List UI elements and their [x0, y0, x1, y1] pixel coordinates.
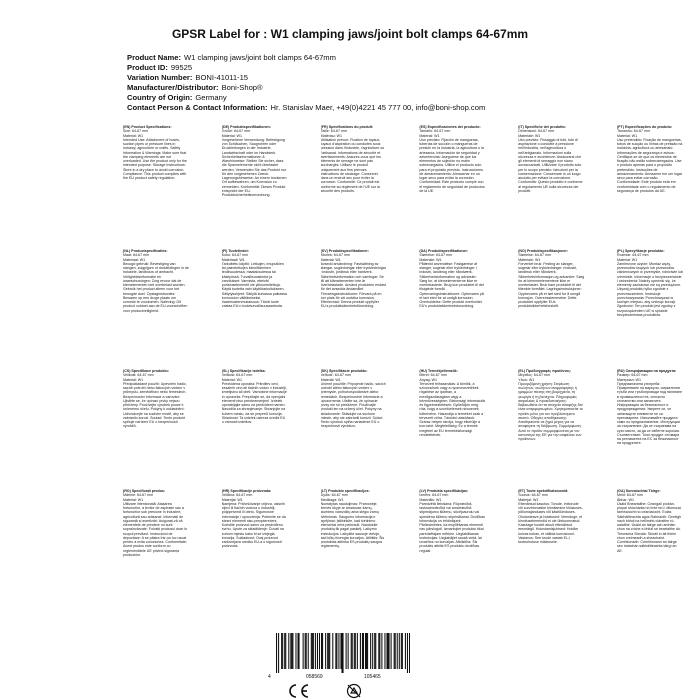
barcode-bar — [282, 633, 283, 669]
ce-mark-icon — [290, 685, 308, 697]
barcode-bar — [405, 633, 406, 669]
spec-material: Material: W1 — [221, 377, 242, 382]
spec-heading: (ES) Especificaciones del producto: — [419, 125, 481, 129]
barcode-bar — [278, 633, 279, 673]
barcode-bar — [397, 633, 398, 669]
spec-cell — [123, 249, 189, 369]
spec-material: Materijal: W1 — [221, 497, 243, 502]
barcode-bar — [348, 633, 349, 669]
spec-material: Materiál: W1 — [123, 377, 144, 382]
barcode-bar — [276, 633, 277, 673]
barcode-bar — [409, 633, 410, 673]
barcode-bar — [381, 633, 382, 669]
barcode-bar — [370, 633, 371, 669]
spec-material: Medžiaga: W1 — [320, 497, 344, 502]
barcode-bar — [281, 633, 282, 669]
barcode-bar — [327, 633, 328, 669]
spec-text: Uso previsto: Fijación de mangueras, tuberías de succión o mangueras de presión en la industria, la agricultura o la artesanía. Información de seguridad y advertencias: Asegúrese de que los elementos de sujeción no estén sobrecargados. Utilice el producto solo para el propósito previsto. Instrucciones de almacenamiento: Almacenar en un lugar seco para evitar la corrosión. Conformidad: Este producto cumple con el reglamento de seguridad de productos de la UE. — [419, 137, 485, 193]
barcode-bar — [352, 633, 353, 669]
variation-number-row — [127, 73, 687, 83]
spec-text: Numatytas naudojimas: Pramonėje, žemės ūkyje ar amatuose žarnų, siurbimo vamzdžių arba slėgio žarnų tvirtinimas. Saugumo informacija ir įspėjimai: Įsitikinkite, kad tvirtinimo elementai nėra perkrauti. Naudokite produktą tik pagal paskirtį. Laikymo instrukcijos: Laikykite sausoje vietoje, kad būtų išvengta korozijos. Atitiktis: Šis produktas atitinka ES produktų saugos reglamentą. — [320, 501, 385, 549]
spec-heading: (RO) Specificații produs: — [123, 489, 166, 493]
barcode-bar — [346, 633, 347, 669]
manufacturer-value: Boni-Shop® — [221, 83, 263, 92]
spec-heading: (HU) Termékjellemzők: — [419, 369, 458, 373]
spec-text: Tervezett felhasználás: A tömlők, a szívócsövek vagy a nyomóvezetékek rögzítése az iparban, a mezőgazdaságban vagy a kézművességben. Biztonsági információk és figyelmeztetések: Győződjön meg róla, hogy a szorítóelemek nincsenek túlterhelve. Használja a terméket csak a tervezett célra. Tárolási utasítások: Száraz helyen tárolja, hogy elkerülje a korróziót. Megfelelőség: Ez a termék megfelel az EU termékbiztonsági rendeletének. — [419, 381, 486, 437]
spec-row — [123, 125, 683, 249]
spec-text: Zamierzone użycie: Montaż węży, przewodów ssących lub przewodów ciśnieniowych w przemyśle, rolnictwie lub rzemiośle. Informacje o bezpieczeństwie i ostrzeżenia: Należy upewnić się, że elementy zaciskowe nie są przeciążone. Używaj produktu tylko zgodnie z przeznaczeniem. Instrukcje przechowywania: Przechowywać w suchym miejscu, aby uniknąć korozji. Zgodność: Ten produkt jest zgodny z rozporządzeniem UE w sprawie bezpieczeństwa produktów. — [616, 261, 683, 317]
barcode-bar — [351, 633, 352, 669]
spec-size: Størrelse: 64-67 mm — [518, 253, 551, 258]
spec-text: Beoogd gebruik: Bevestiging van slangen, zuigpijpen of drukleidingen in de industrie, landbouw of ambacht. Veiligheidsinformatie en waarschuwingen: Zorg ervoor dat de klemelementen niet overbelast worden. Gebruik het product alleen voor het beoogde doel. Opslaginstructies: Bewaren op een droge plaats om corrosie te voorkomen. Naleving: Dit product voldoet aan de EU-voorschriften voor productveiligheid. — [123, 261, 189, 313]
spec-text: Určené použitie: Pripojenie hadíc, sacích potrubí alebo tlakových vedení v priemysle, poľnohospodárstve alebo remeslách. Bezpečnostné informácie a upozornenia: Uistite sa, že upínacie prvky nie sú preťažené. Používajte produkt len na určený účel. Pokyny na skladovanie: Skladujte na suchom mieste, aby ste zabránili korózii. Súlad: Tento výrobok spĺňa nariadenie EÚ o bezpečnosti výrobkov. — [320, 381, 386, 429]
spec-material: Material: W1 — [320, 257, 341, 262]
spec-heading: (LV) Produkta specifikācijas: — [419, 489, 469, 493]
spec-material: Materjal: W1 — [518, 497, 539, 502]
manufacturer-label: Manufacturer/Distributor: — [127, 83, 219, 92]
spec-material: Matériau: W1 — [320, 133, 342, 138]
barcode-bar — [375, 633, 376, 669]
barcode-bar — [292, 633, 293, 669]
spec-text: Tarkoitettu käyttö: Letkujen, imuputkien tai paineletkujen kiinnittäminen teollisuudessa, maataloudessa tai käsityössä. Turvallisuustiedot ja varoitukset: Varmista, etteivät puristuselementit ole ylikuormitettuja. Käytä tuotetta vain käyttötarkoitukseen. Säilytysohjeet: Säilytä kuivassa paikassa korroosion välttämiseksi. Vaatimustenmukaisuus: Tämä tuote vastaa EU:n tuoteturvallisuusasetusta. — [221, 261, 287, 309]
barcode-bar — [284, 633, 285, 669]
spec-material: Material: W1 — [123, 497, 144, 502]
spec-text: Forventet bruk: Festing av slanger, sugerør eller trykkledninger i industri, landbruk eller håndverk. Sikkerhetsinformasjon og advarsler: Sørg for at klemmeelementene ikke er overbelastet. Bruk bare produktet til det tiltenkte formålet. Lagringsinstruksjoner: Oppbevares på et tørt sted for å unngå korrosjon. Overensstemmelse: Dette produktet oppfyller EUs produktsikkerhetsforskrift. — [518, 261, 585, 309]
spec-material: Material: W1 — [221, 133, 242, 138]
spec-size: Maat: 64-67 mm — [123, 253, 150, 258]
spec-text: Avsedd användning: Fastsättning av slangar, sugledningar eller tryckledningar i industri, jordbruk eller hantverk. Säkerhetsinformation och varningar: Se till att klämelementen inte är överbelastade. Använd produkten endast för det avsedda ändamålet. Förvaringsinstruktioner: Förvara på en torr plats för att undvika korrosion. Efterlevnad: Denna produkt uppfyller EU:s produktsäkerhetsförordning. — [320, 261, 386, 309]
product-name-label: Product Name: — [127, 53, 182, 62]
spec-text: Ettenähtud kasutus: Torude, imitorude või survetorustike kinnitamine tööstuses, põllumajanduses või käsitöönduses. Ohutusteave ja hoiatused: Veenduge, et kinnituselemendid ei ole ülekoormatud. Kasutage toodet ainult ettenähtud eesmärgil. Hoiustamisjuhised: Hoidke kuivas kohas, et vältida korrosiooni. Vastavus: See toode vastab EL-i tooteohutuse määrusele. — [518, 501, 583, 544]
barcode-bar — [372, 633, 373, 669]
barcode-bar — [340, 633, 341, 669]
spec-cell — [222, 489, 288, 607]
barcode-digits-right: 105465 — [364, 674, 381, 680]
barcode-bar — [288, 633, 289, 669]
barcode-digit-first: 4 — [268, 674, 271, 680]
product-info — [127, 53, 687, 113]
manufacturer-row — [127, 83, 687, 93]
spec-material: Material: W1 — [419, 133, 440, 138]
spec-material: Materiał: W1 — [616, 257, 638, 262]
variation-number-label: Variation Number: — [127, 73, 193, 82]
spec-cell — [518, 249, 584, 369]
spec-heading: (CS) Specifikace produktu: — [123, 369, 169, 373]
spec-text: Paredzētā lietošana: Rūpniecībā, lauksaimniecībā vai amatniecībā stiprinājumu šļūteņu, sūcējcauruļu vai spiediena šļūteņu stiprināšanai. Drošības informācija un brīdinājumi: Pārliecinieties, ka iespīlēšanas elementi nav pārslogoti. Izmantojiet produktu tikai paredzētajam mērķim. Uzglabāšanas instrukcijas: Uzglabājiet sausā vietā, lai izvairītos no korozijas. Atbilstība: Šis produkts atbilst ES produktu drošības regulai. — [419, 501, 485, 553]
barcode-bar — [319, 633, 320, 669]
contact-value: Hr. Stanislav Maer, +49(0)4221 45 777 00, info@boni-shop.com — [270, 103, 486, 112]
spec-heading: (SK) Špecifikácie produktu: — [320, 369, 368, 373]
spec-text: Predvidena uporaba: Pritrditev cevi, sesalnih cevi ali tlačnih vodov v industriji, kmetijstvu ali obrti. Varnostne informacije in opozorila: Prepričajte se, da vpenjalni elementi niso preobremenjeni. Izdelek uporabljajte samo za predvideni namen. Navodila za shranjevanje: Shranjujte na suhem mestu, da se prepreči korozija. Skladnost: Ta izdelek ustreza uredbi EU o varnosti izdelkov. — [221, 381, 287, 424]
barcode-bar — [341, 633, 342, 673]
barcode-bar — [329, 633, 330, 669]
spec-cell — [419, 489, 485, 607]
barcode-bar — [394, 633, 395, 669]
barcode-bar — [325, 633, 326, 669]
spec-text: Úsáid Bheartaithe: Ceangail píobán, píopaí shúchánta nó línte brú i dtionscal, talmhaíocht nó ceardaíocht. Eolas Sábháilteachta agus Rabhaidh: Cinntigh nach bhfuil na heilimintí cláraithe ró-ualaithe. Úsáid an táirge ach amháin chun na críche a bhfuil sé beartaithe dó. Treoracha Stórála: Stóráil in áit thirim chun creimeadh a sheachaint. Comhlíonadh: Comhlíonann an táirge seo rialachán sábháilteachta táirgí an AE. — [616, 501, 682, 553]
spec-size: Izmērs: 64-67 mm — [419, 493, 449, 498]
spec-material: Materiale: W1 — [419, 257, 442, 262]
spec-material: Ábhar: W1 — [616, 497, 634, 502]
spec-cell — [321, 125, 387, 249]
spec-size: Suurus: 64-67 mm — [518, 493, 548, 498]
spec-cell — [419, 125, 485, 249]
spec-heading: (EN) Product Specifications: — [123, 125, 172, 129]
barcode-bar — [402, 633, 403, 669]
spec-row — [123, 489, 683, 607]
spec-heading: (HR) Specifikacije proizvoda: — [221, 489, 272, 493]
product-name-value: W1 clamping jaws/joint bolt clamps 64-67mm — [184, 53, 336, 62]
barcode-bar — [391, 633, 392, 669]
spec-material: Υλικό: W1 — [518, 377, 535, 382]
spec-text: Uso pretendido: Fixação de mangueiras, tubos de sucção ou linhas de pressão na indústria, agricultura ou artesanato. Informações de segurança e avisos: Certifique-se de que os elementos de fixação não estão sobrecarregados. Use o produto apenas para o propósito pretendido. Instruções de armazenamento: Armazene em um lugar seco para evitar corrosão. Conformidade: Este produto está em conformidade com o regulamento de segurança de produtos da UE. — [616, 137, 683, 193]
spec-text: Utilizare intenționată: Atașarea furtunurilor, a țevilor de aspirație sau a furtunurilor sub presiune în industrie, agricultură sau artizanat. Informații de siguranță și avertizări: Asigurați-vă că elementele de prindere nu sunt supraîncărcate. Folosiți produsul doar în scopul prevăzut. Instrucțiuni de depozitare: A se păstra într-un loc uscat pentru a evita coroziunea. Conformitate: Acest produs este conform cu reglementările UE privind siguranța produselor. — [123, 501, 188, 557]
compliance-marks — [280, 683, 420, 699]
barcode-bar — [335, 633, 336, 669]
barcode-bar — [354, 633, 355, 669]
barcode-bar — [308, 633, 309, 669]
barcode-digits-left: 058569 — [306, 674, 323, 680]
country-value: Germany — [195, 93, 227, 102]
spec-cell — [419, 369, 485, 489]
recycle-disposal-icon — [348, 685, 361, 698]
country-row — [127, 93, 687, 103]
spec-heading: (SV) Produktspecifikationer: — [320, 249, 369, 253]
spec-cell — [419, 249, 485, 369]
spec-row — [123, 369, 683, 489]
spec-material: Materiāls: W1 — [419, 497, 442, 502]
barcode-bar — [355, 633, 356, 669]
spec-size: Velikost: 64-67 mm — [123, 373, 154, 378]
barcode-bar — [315, 633, 316, 669]
spec-heading: (NL) Productspecificaties: — [123, 249, 168, 253]
spec-size: Dimensioni: 64-67 mm — [518, 129, 555, 134]
barcode-bar — [299, 633, 300, 669]
spec-size: Veľkosť: 64-67 mm — [320, 373, 351, 378]
spec-heading: (LT) Produkto specifikacijos: — [320, 489, 370, 493]
product-name-row — [127, 53, 687, 63]
barcode-bar — [388, 633, 389, 669]
spec-text: Předpokládané použití: Upevnění hadic, sacích potrubí nebo tlakových vedení v průmyslu, zemědělství nebo řemeslech. Bezpečnostní informace a varování: Ujistěte se, že upínací prvky nejsou přetíženy. Používejte výrobek pouze k určenému účelu. Pokyny k uskladnění: Uchovávejte na suchém místě, aby se zabránilo korozi. Soulad: Tento produkt splňuje nařízení EU o bezpečnosti výrobků. — [123, 381, 187, 429]
spec-heading: (PL) Specyfikacje produktu: — [616, 249, 665, 253]
product-id-row — [127, 63, 687, 73]
spec-size: Størrelse: 64-67 mm — [419, 253, 453, 258]
spec-size: Storlek: 64-67 mm — [320, 253, 350, 258]
spec-text: Påtænkt anvendelse: Fastgørelse af slanger, sugerør eller trykledninger i industri, landbrug eller håndværk. Sikkerhedsinformation og advarsler: Sørg for, at klemelementerne ikke er overbelastede. Brug kun produktet til det tilsigtede formål. Opbevaringsinstruktioner: Opbevares på et tørt sted for at undgå korrosion. Overholdelse: Dette produkt overholder EU's produktsikkerhedsforordning. — [419, 261, 484, 309]
barcode-bar — [367, 633, 368, 669]
spec-cell — [123, 489, 189, 607]
spec-cell — [321, 489, 387, 607]
barcode-bar — [366, 633, 367, 669]
barcode — [276, 633, 410, 673]
barcode-bar — [332, 633, 333, 669]
barcode-bar — [378, 633, 379, 669]
spec-material: Materiale: W1 — [518, 257, 541, 262]
country-label: Country of Origin: — [127, 93, 193, 102]
spec-size: Размер: 64-67 mm — [616, 373, 648, 378]
spec-heading: (DE) Produktspezifikationen: — [221, 125, 271, 129]
spec-cell — [617, 125, 683, 249]
spec-cell — [222, 249, 288, 369]
spec-heading: (PT) Especificações do produto: — [616, 125, 673, 129]
barcode-bar — [399, 633, 400, 669]
spec-text: Namjena: Pričvršćivanje crijeva, usisnih cijevi ili tlačnih vodova u industriji, poljoprivredi ili obrtu. Sigurnosne informacije i upozorenja: Pobrinite se da stezni elementi nisu preopterećeni. Koristite proizvod samo za predviđenu svrhu. Upute za skladištenje: Čuvati na suhom mjestu kako bi se izbjegla korozija. Sukladnost: Ovaj proizvod zadovoljava uredbu EU-a o sigurnosti proizvoda. — [221, 501, 286, 549]
spec-heading: (ET) Toote spetsifikatsioonid: — [518, 489, 569, 493]
spec-heading: (GA) Sonraíochtaí Táirge: — [616, 489, 661, 493]
spec-size: Rozmiar: 64-67 mm — [616, 253, 649, 258]
spec-material: Materiál: W1 — [320, 377, 341, 382]
spec-text: Προοριζόμενη χρήση: Στερέωση σωλήνων, σωλήνων αναρρόφησης ή γραμμών πίεσης στη βιομηχανία, τη γεωργία ή τη βιοτεχνία. Πληροφορίες ασφαλείας & προειδοποιήσεις: Βεβαιωθείτε ότι τα στοιχεία σύσφιξης δεν είναι υπερφορτωμένα. Χρησιμοποιείτε το προϊόν μόνο για τον προβλεπόμενο σκοπό. Οδηγίες αποθήκευσης: Αποθηκεύστε σε ξηρό μέρος για να αποφύγετε τη διάβρωση. Συμμόρφωση: Αυτό το προϊόν συμμορφώνεται με τον κανονισμό της ΕΕ για την ασφάλεια των προϊόντων. — [518, 381, 583, 441]
spec-size: Größe: 64-67 mm — [221, 129, 251, 134]
spec-material: Материал: W1 — [616, 377, 642, 382]
label-title: GPSR Label for : W1 clamping jaws/joint bolt clamps 64-67mm — [171, 27, 529, 41]
barcode-bar — [363, 633, 364, 669]
spec-text: Vorgesehene Verwendung: Befestigung von Schläuchen, Saugrohren oder Druckleitungen in der Industrie, Landwirtschaft oder im Handwerk. Sicherheitsinformationen & Warnhinweise: Stellen Sie sicher, dass die Spannelemente nicht überlastet werden. Verwenden Sie das Produkt nur für den vorgesehenen Zweck. Lagerungshinweise: An einem trockenen Ort aufbewahren, um Korrosion zu vermeiden. Konformität: Dieses Produkt entspricht der EU-Produktsicherheitsverordnung. — [221, 137, 287, 197]
barcode-bar — [389, 633, 390, 669]
spec-size: Tamanho: 64-67 mm — [616, 129, 650, 134]
spec-size: Velikost: 64-67 mm — [221, 373, 253, 378]
barcode-bar — [357, 633, 358, 669]
spec-heading: (FR) Spécifications du produit: — [320, 125, 374, 129]
barcode-bar — [328, 633, 329, 669]
barcode-bar — [374, 633, 375, 669]
barcode-bar — [305, 633, 306, 669]
barcode-bar — [290, 633, 291, 669]
product-id-label: Product ID: — [127, 63, 168, 72]
spec-material: Material: W1 — [123, 133, 144, 138]
spec-text: Utilisation prévue: Fixation de tuyaux, tuyaux d'aspiration ou conduites sous pression dans l'industrie, l'agriculture ou l'artisanat. Informations de sécurité et avertissements: Assurez-vous que les éléments de serrage ne sont pas surchargés. Utilisez le produit uniquement aux fins prévues. Instructions de stockage: Conserver dans un endroit sec pour éviter la corrosion. Conformité: Ce produit est conforme au règlement de l'UE sur la sécurité des produits. — [320, 137, 385, 193]
spec-cell — [518, 369, 584, 489]
spec-size: Méid: 64-67 mm — [616, 493, 643, 498]
barcode-bar — [321, 633, 322, 669]
spec-cell — [518, 125, 584, 249]
spec-cell — [617, 489, 683, 607]
spec-text: Uso previsto: Fissaggio di tubi, tubi di aspirazione o condotte a pressione nell'industria, nell'agricoltura o nell'artigianato. Informazioni sulla sicurezza e avvertenze: Assicurarsi che gli elementi di serraggio non siano sovraccaricati. Utilizzare il prodotto solo per lo scopo previsto. Istruzioni per la conservazione: Conservare in un luogo asciutto per evitare la corrosione. Conformità: Questo prodotto è conforme al regolamento UE sulla sicurezza dei prodotti. — [518, 137, 583, 193]
barcode-bar — [311, 633, 312, 669]
barcode-bar — [342, 633, 343, 673]
spec-text: Intended Use: Attachment of hoses, suction pipes or pressure lines in industry, agriculture or crafts. Safety Information & Warnings: Make sure that the clamping elements are not overloaded. Use the product only for the intended purpose. Storage Instructions: Store in a dry place to avoid corrosion. Compliance: This product complies with the EU product safety regulation. — [123, 137, 187, 180]
spec-heading: (DA) Produktspecifikationer: — [419, 249, 469, 253]
spec-material: Anyag: W1 — [419, 377, 437, 382]
variation-number-value: BONI-41011-15 — [195, 73, 249, 82]
barcode-bar — [297, 633, 298, 669]
spec-material: Materiaal: W1 — [123, 257, 146, 262]
barcode-bar — [379, 633, 380, 669]
spec-row — [123, 249, 683, 369]
spec-heading: (IT) Specifiche del prodotto: — [518, 125, 566, 129]
barcode-bar — [313, 633, 314, 669]
spec-heading: (RU) Спецификации на продукта: — [616, 369, 677, 373]
barcode-bar — [285, 633, 286, 669]
spec-heading: (SL) Specifikacije izdelka: — [221, 369, 266, 373]
barcode-bar — [317, 633, 318, 669]
barcode-bar — [306, 633, 307, 669]
barcode-bar — [360, 633, 361, 669]
spec-size: Dydis: 64-67 mm — [320, 493, 348, 498]
spec-size: Koko: 64-67 mm — [221, 253, 249, 258]
barcode-bar — [312, 633, 313, 669]
spec-size: Mărime: 64-67 mm — [123, 493, 154, 498]
spec-heading: (EL) Προδιαγραφές προϊόντος: — [518, 369, 572, 373]
spec-cell — [123, 369, 189, 489]
spec-material: Material: W1 — [616, 133, 638, 138]
barcode-bar — [362, 633, 363, 669]
barcode-bar — [322, 633, 323, 669]
barcode-bar — [395, 633, 396, 669]
spec-size: Tamaño: 64-67 mm — [419, 129, 451, 134]
barcode-bar — [295, 633, 296, 669]
spec-cell — [321, 249, 387, 369]
spec-heading: (FI) Tuotetiedot: — [221, 249, 249, 253]
barcode-bar — [291, 633, 292, 669]
spec-size: Méret: 64-67 mm — [419, 373, 447, 378]
spec-size: Veličina: 64-67 mm — [221, 493, 253, 498]
specifications-grid — [123, 125, 683, 607]
spec-text: Предназначена употреба: Прикрепване на маркучи, смукателни тръби или тръбопроводи под налягане в промишлеността, селското стопанство или занаятите. Информация за безопасност и предупреждения: Уверете се, че затягащите елементи не са претоварени. Използвайте продукта само по предназначение. Инструкции за съхранение: Да се съхранява на сухо място, за да се избегне корозия. Съответствие: Този продукт отговаря на регламента на ЕС за безопасност на продуктите. — [616, 381, 683, 446]
spec-cell — [617, 249, 683, 369]
spec-size: Size: 64-67 mm — [123, 129, 149, 134]
barcode-bar — [365, 633, 366, 669]
spec-heading: (NO) Produktspesifikasjoner: — [518, 249, 568, 253]
spec-cell — [617, 369, 683, 489]
barcode-bar — [303, 633, 304, 669]
contact-label: Contact Person & Contact Information: — [127, 103, 268, 112]
spec-cell — [222, 369, 288, 489]
barcode-bar — [336, 633, 337, 669]
spec-material: Materiaali: W1 — [221, 257, 245, 262]
spec-size: Taille: 64-67 mm — [320, 129, 347, 134]
spec-cell — [321, 369, 387, 489]
barcode-bar — [338, 633, 339, 669]
barcode-bar — [386, 633, 387, 669]
product-id-value: 99525 — [170, 63, 193, 72]
barcode-bar — [407, 633, 408, 673]
spec-size: Μέγεθος: 64-67 mm — [518, 373, 551, 378]
contact-row — [127, 103, 687, 113]
spec-cell — [222, 125, 288, 249]
barcode-bar — [401, 633, 402, 669]
barcode-bar — [384, 633, 385, 669]
spec-material: Materiale: W1 — [518, 133, 541, 138]
spec-cell — [518, 489, 584, 607]
spec-cell — [123, 125, 189, 249]
